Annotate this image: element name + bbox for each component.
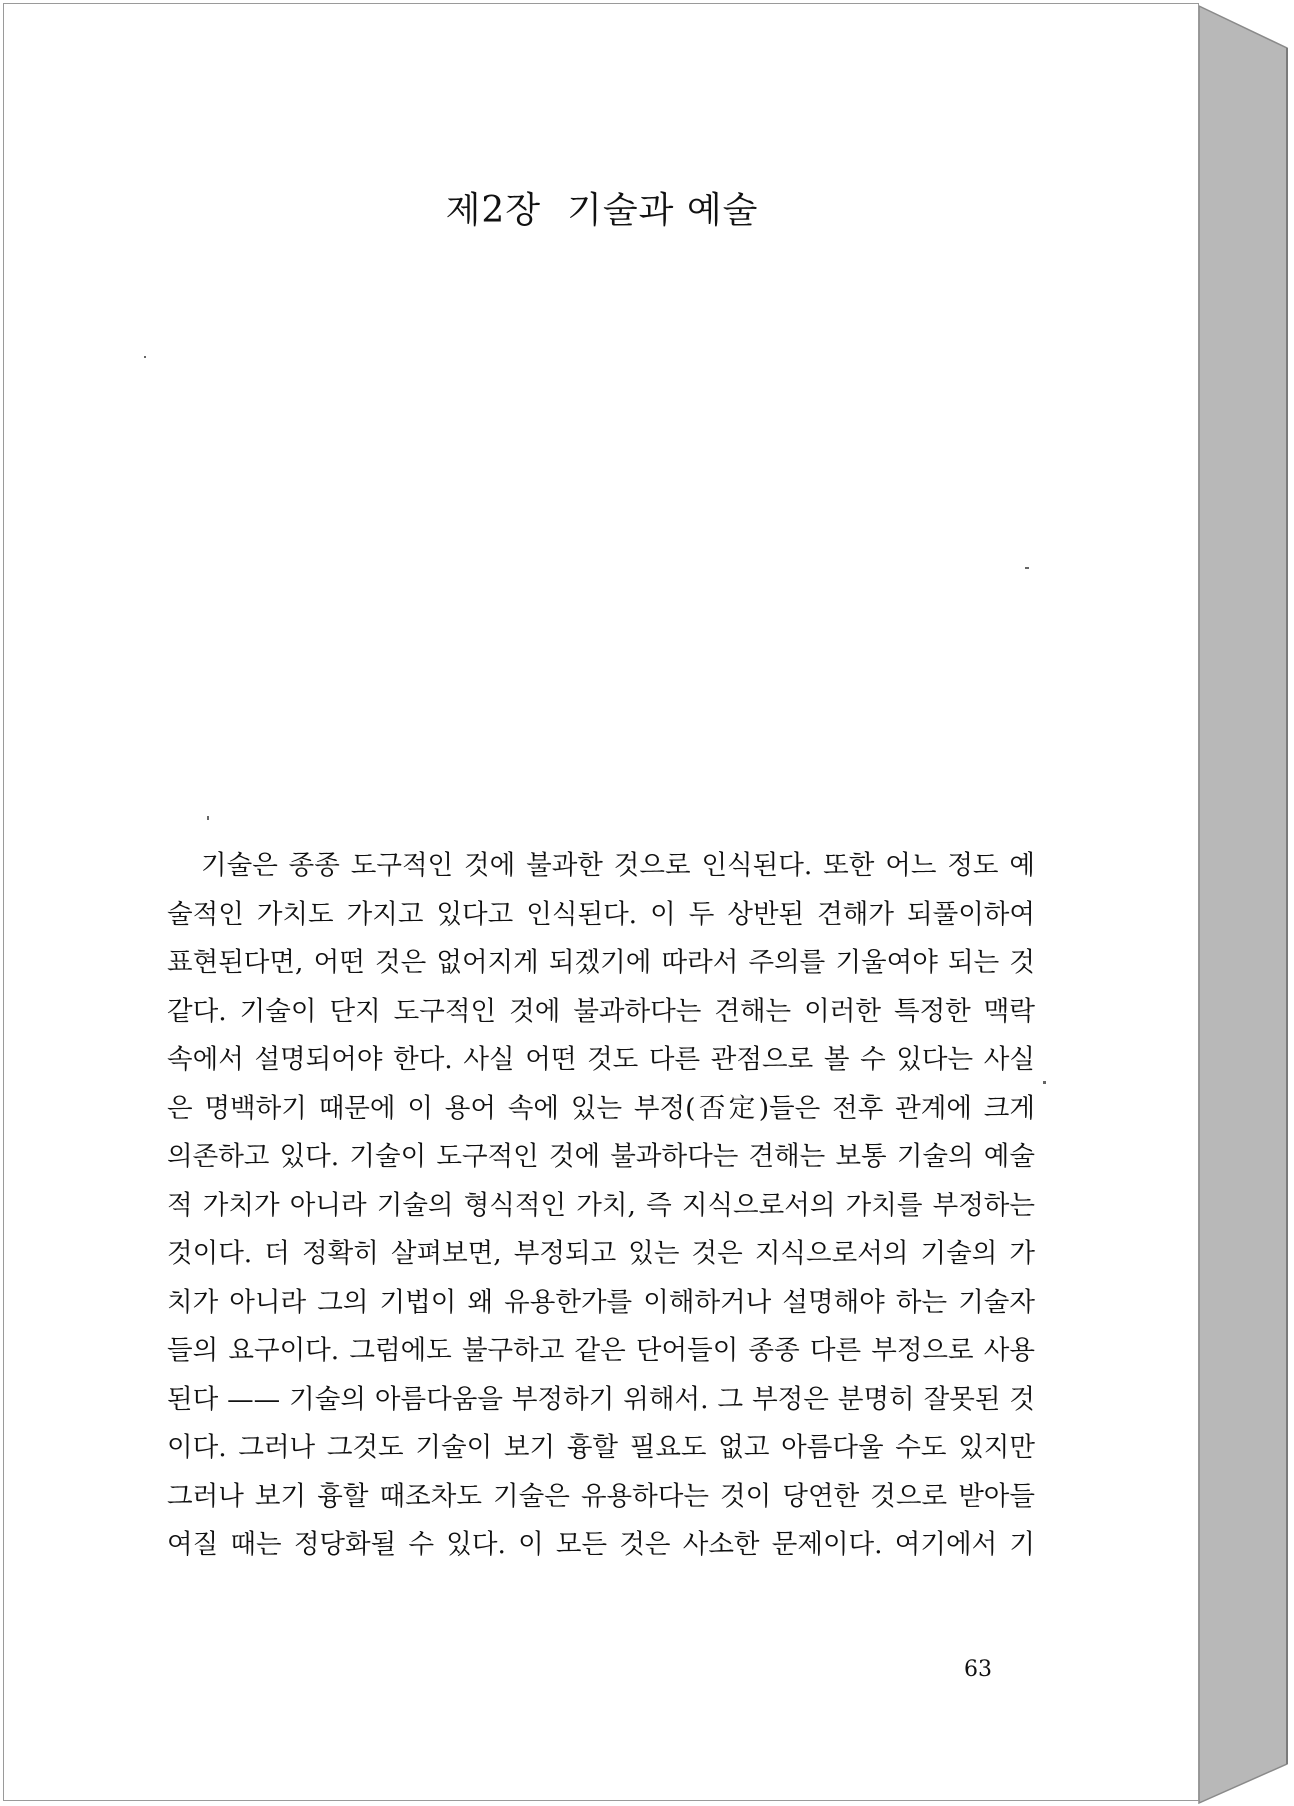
text-line: 속에서 설명되어야 한다. 사실 어떤 것도 다른 관점으로 볼 수 있다는 사실 <box>167 1044 1035 1075</box>
text-line: 술적인 가치도 가지고 있다고 인식된다. 이 두 상반된 견해가 되풀이하여 <box>167 898 1035 930</box>
scan-speck <box>1025 567 1029 569</box>
book-page <box>3 3 1199 1801</box>
text-line: 그러나 보기 흉할 때조차도 기술은 유용하다는 것이 당연한 것으로 받아들 <box>167 1480 1035 1512</box>
text-line: 들의 요구이다. 그럼에도 불구하고 같은 단어들이 종종 다른 부정으로 사용 <box>167 1335 1035 1366</box>
text-line: 된다 —— 기술의 아름다움을 부정하기 위해서. 그 부정은 분명히 잘못된 것 <box>167 1383 1035 1415</box>
text-line: 은 명백하기 때문에 이 용어 속에 있는 부정(否定)들은 전후 관계에 크게 <box>167 1092 1035 1124</box>
chapter-number: 제2장 <box>445 190 542 231</box>
page-number: 63 <box>964 1657 992 1682</box>
chapter-name: 기술과 예술 <box>567 190 759 231</box>
chapter-title <box>4 182 1200 233</box>
text-line: 표현된다면, 어떤 것은 없어지게 되겠기에 따라서 주의를 기울여야 되는 것 <box>167 947 1035 978</box>
text-line: 기술은 종종 도구적인 것에 불과한 것으로 인식된다. 또한 어느 정도 예 <box>201 850 1035 881</box>
text-line: 이다. 그러나 그것도 기술이 보기 흉할 필요도 없고 아름다울 수도 있지만 <box>167 1432 1035 1463</box>
text-line: 의존하고 있다. 기술이 도구적인 것에 불과하다는 견해는 보통 기술의 예술 <box>167 1141 1035 1172</box>
text-line: 치가 아니라 그의 기법이 왜 유용한가를 이해하거나 설명해야 하는 기술자 <box>167 1286 1035 1318</box>
text-line: 것이다. 더 정확히 살펴보면, 부정되고 있는 것은 지식으로서의 기술의 가 <box>167 1238 1035 1269</box>
scan-speck <box>207 816 209 820</box>
text-line: 같다. 기술이 단지 도구적인 것에 불과하다는 견해는 이러한 특정한 맥락 <box>167 995 1035 1027</box>
scan-speck <box>1043 1081 1046 1084</box>
body-paragraph <box>167 842 1035 1570</box>
book-edge-fill <box>1199 6 1287 1803</box>
scan-speck <box>144 356 146 358</box>
text-line: 적 가치가 아니라 기술의 형식적인 가치, 즉 지식으로서의 가치를 부정하는 <box>167 1189 1035 1221</box>
text-line: 여질 때는 정당화될 수 있다. 이 모든 것은 사소한 문제이다. 여기에서 기 <box>167 1529 1035 1560</box>
